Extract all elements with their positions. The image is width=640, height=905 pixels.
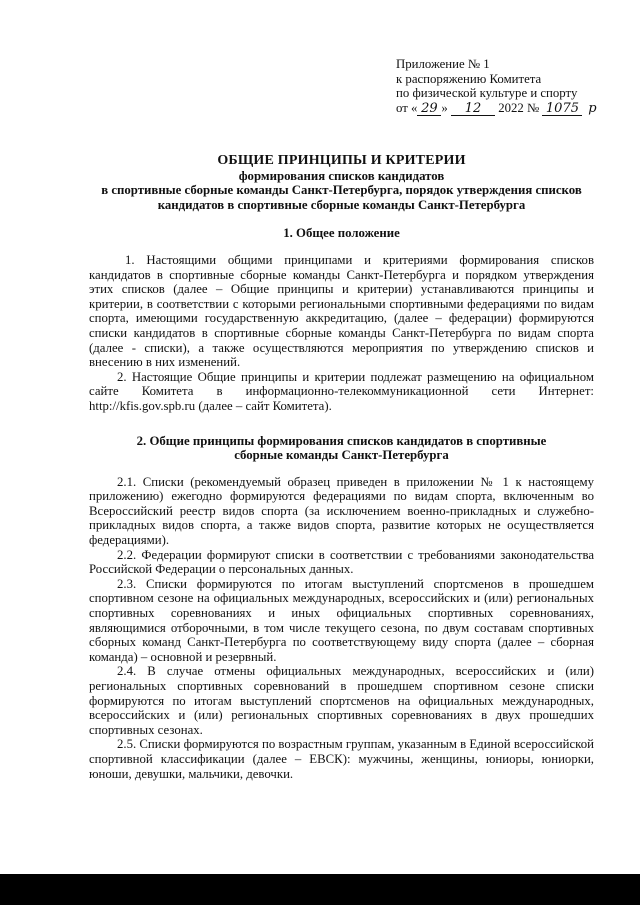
section-2 (89, 475, 594, 781)
clause-2-4: 2.4. В случае отмены официальных международных, всероссийских и (или) региональных спортивных соревнований в прошедшем спортивном сезоне списки формируются по итогам выступлений спортсменов на официальных международных, всероссийских и (или) региональных спортивных соревнованиях в двух прошедших спортивных сезонах. (89, 664, 594, 737)
section-2-heading-line-1: 2. Общие принципы формирования списков кандидатов в спортивные (136, 433, 547, 448)
document-subtitle-2: в спортивные сборные команды Санкт-Петербурга, порядок утверждения списков (101, 183, 582, 198)
document-subtitle-1: формирования списков кандидатов (238, 168, 445, 183)
annex-number: Приложение № 1 (396, 57, 490, 71)
scan-bottom-border (0, 874, 640, 905)
clause-2-5: 2.5. Списки формируются по возрастным группам, указанным в Единой всероссийской спортивной классификации (далее – ЕВСК): мужчины, женщины, юниоры, юниорки, юноши, девушки, мальчики, девочки. (89, 737, 594, 781)
date-year: 2022 № (498, 100, 540, 115)
annex-date-line (396, 101, 626, 116)
document-body (89, 154, 594, 781)
date-prefix: от « (396, 100, 418, 115)
section-1-paragraph-1: 1. Настоящими общими принципами и критериями формирования списков кандидатов в спортивные сборные команды Санкт-Петербурга и порядком утверждения этих списков (далее – Общие принципы и критерии) устанавливаются принципы и критерии, в соответствии с которыми региональными спортивными федерациями по видам спорта, имеющими государственную аккредитацию, (далее – федерации) формируются списки кандидатов в спортивные сборные команды Санкт-Петербурга по видам спорта (далее - списки), а также осуществляются мероприятия по утверждению списков и внесению в них изменений. (89, 252, 594, 370)
clause-2-3: 2.3. Списки формируются по итогам выступлений спортсменов в прошедшем спортивном сезоне на официальных международных, всероссийских и (или) региональных спортивных соревнованиях и иных официальных спортивных соревнованиях, являющимися отборочными, в том числе текущего сезона, по двум составам спортивных сборных команд Санкт-Петербурга по соответствующему виду спорта (далее – сборная команда) – основной и резервный. (89, 576, 594, 664)
annex-order-ref: к распоряжению Комитета (396, 71, 542, 86)
section-1-heading: 1. Общее положение (283, 226, 400, 241)
document-subtitle-3: кандидатов в спортивные сборные команды Санкт-Петербурга (157, 197, 526, 212)
clause-2-2: 2.2. Федерации формируют списки в соответствии с требованиями законодательства Российской Федерации о персональных данных. (89, 547, 594, 577)
document-title: ОБЩИЕ ПРИНЦИПЫ И КРИТЕРИИ (217, 153, 466, 168)
section-2-heading-line-2: сборные команды Санкт-Петербурга (234, 448, 449, 463)
date-mid: » (441, 100, 448, 115)
handwritten-month: 12 (451, 102, 495, 116)
handwritten-suffix: р (588, 100, 597, 116)
annex-committee: по физической культуре и спорту (396, 86, 578, 101)
section-1 (89, 253, 594, 414)
handwritten-order-number: 1075 (542, 102, 582, 116)
clause-2-1: 2.1. Списки (рекомендуемый образец приведен в приложении № 1 к настоящему приложению) ежегодно формируются федерациями по видам спорта, включенным во Всероссийский реестр видов спорта (за исключением военно-прикладных и служебно-прикладных видов спорта, а также видов спорта, развитие которых не осуществляется федерациями). (89, 474, 594, 548)
handwritten-day: 29 (417, 102, 441, 116)
section-2-heading (89, 434, 594, 463)
section-1-paragraph-2: 2. Настоящие Общие принципы и критерии подлежат размещению на официальном сайте Комитета в информационно-телекоммуникационной сети Интернет: http://kfis.gov.spb.ru (далее – сайт Комитета). (89, 369, 594, 413)
annex-block (396, 57, 626, 116)
